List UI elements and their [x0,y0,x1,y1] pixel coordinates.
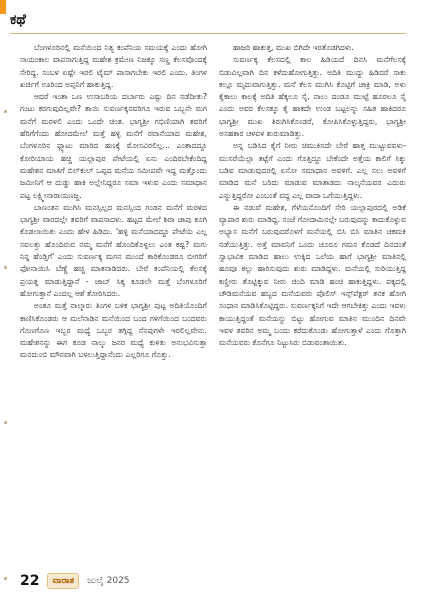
paragraph: ಹಾಜರಿ ಹಾಕುತ್ತ, ಮುಖ ಬಿಗಿದೇ ಇರತೊಡಗಿದಳು. [233,43,354,52]
section-title: ಕಥೆ [10,12,26,28]
paragraph: ಬೆಂಗಳೂರಿನಲ್ಲಿ ಮನೆಯಿಂದ ನಿತ್ಯ ಕಂಪೆನಿಯ ಸಮಯಕ್ಕೆ ಎಂದು ಹೋಗಿ ಸಾಯಂಕಾಲ ವಾಪಸಾಗುತ್ತಿದ್ದ ಮಹೇಶ ಕ್ರಮೇಣ ನಿಜಕ್ಕೂ ಸಣ್ಣ ಕೆಲಸವೊಂದಕ್ಕೆ ಸೇರಿದ್ದ. ಸಂಬಳ ಏಷ್ಟೇ ಇರಲಿ ಟೈಮ್ ಪಾಸಾಗಬೇಕು ಇರಲಿ ಎಂದು. ತಿಂಗಳ ಖರ್ಚಿಗೆ ಊರಿಂದ ಅಪ್ಪನಿಗೆ ಹಾಕುತ್ತಿದ್ದ. [20,43,207,89]
page-number: 22 [20,573,40,589]
paragraph: ಈ ನಡುವೆ ಮಹೇಶ, ಗೆಳೆಯನೊಂದಿಗೆ ಸೇರಿ ಯಲ್ಲಾಪುರದಲ್ಲಿ ಅಡಿಕೆ ವ್ಯಾಪಾರ ಶುರು ಮಾಡಿದ್ದ. ಸಂಜೆ ಗೋದಾಮಿನಲ್ಲೇ ಬರುವುದನ್ನು ಕಾದುಕೊಳ್ಳುವ ಅಭ್ಯಾಸ ಮನೆಗೆ ಬರುವುದರೊಳಗೆ ಮನೆಯಲ್ಲಿ ಬಿಸಿ ಬಿಸಿ ಮಾತಿನ ಚಕಮಕಿ ನಡೆಯುತ್ತಿತ್ತು. ಅತ್ತೆ ಮಾವನಿಗೆ ಒಂದು ಚೂರೂ ಗಮನ ಕೊಡದೆ ದಿನದಂತೆ ಸ್ವಾಭಾವಿಕ ಮಾಡಿದ ಹಾಲು ಉಕ್ಕಿದ ಒಲೆಯ ಹಾಗೆ ಭಾಗ್ಯಶ್ರೀ ಮಾತಿನಲ್ಲಿ ಹೂವೂ ಕಲ್ಲು ಹಾರಿಸುವುದು ಶುರು ಮಾಡಿದ್ದಳು. ಮನೆಯಲ್ಲಿ ಸುರಿಯುತ್ತಿದ್ದ ಕಣ್ಣೀರು ತೊಟ್ಟಿಕ್ಕುವ ನೀರು ಚಿಂದಿ ಮಾಡಿ ಹಂಚಿ ಹಾಕುತ್ತಿದ್ದಳು. ಪಕ್ಕದಲ್ಲಿ ಚೌಡಿಮನೆಯವ ಹಬ್ಬದ ಮನೆಯವರು ಪೊಲಿಸ್ ಇನ್ಸ್‌ಪೆಕ್ಟರ್ ತನಕ ಹೋಗಿ ಸಂಧಾನ ಮಾಡಿಸಿಕೊಟ್ಟಿದ್ದರು. ಸುವರ್ಣಕ್ಕನಿಗೆ ಇದೇ ಆಗಬೇಕಿತ್ತು ಎಂದು ಇವಳು ಕಾಯುತ್ತಿದ್ದಂತೆ ಮನೆಯನ್ನು ಬಿಟ್ಟು ಹೋಗುವ ಮಾತಿನ ಮುಂದಿನ ದಿನವೇ ಇವಳ ತವರಿನ ಅಮ್ಮ ಬಂದು ಕರೆದುಕೊಂಡು ಹೋಗುತ್ತಾಳೆ ಎಂದು ಗೊತ್ತಾಗಿ ಮನೆಯವರು ಕೊನೆಗೂ ನಿಟ್ಟುಸಿರು ಬಿಡುವಂತಾಯಿತು. [219,202,406,348]
issue-date: ಜುಲೈ 2025 [87,576,130,586]
margin-marker [4,577,7,580]
margin-marker [4,110,7,113]
article-body [20,42,406,562]
margin-marker [4,266,7,269]
paragraph: ಬಾಣಂತನ ಮುಗಿಸಿ ಮನಸ್ಸಿಲ್ಲದ ಮನಸ್ಸಿಂದ ಗಂಡನ ಮನೆಗೆ ಮರಳಿದ ಭಾಗ್ಯಶ್ರೀ ವಾರದಲ್ಲೇ ತವರಿಗೆ ವಾಪಸಾದಳು. ಹಟ್ಟದ ಮೇಲೆ ಶಿರಾ ಚಾಪು ಕೂಗಿ ಕೊಡಲಾಯಿತು ಎಂದು ಹೇಳ ಹಿಡಿದು. 'ಹಳ್ಳಿ ಮನೆಯಾದದ್ದೂ ಪೇಟೆಯ ಎಲ್ಲ ಸವಲತ್ತು ಹೊಂದಿರುವ ನಮ್ಮ ಮನೆಗೆ ಹೊಂದಿಕೊಳ್ಳಲು ಎಂತ ಕಷ್ಟ? ಮಗು ನಿನ್ನ ಹೆಂಡ್ತಿಗೆ' ಎಂದು ಸುವರ್ಣಕ್ಕ ಮಗನ ಮುಂದೆ ಕಾರಿಕೊಂಡರೂ ಬೀಗರಿಗೆ ಫೋನಾಯಿಸಿ ಬೆಣ್ಣೆ ಹಚ್ಚಿ ಮಾತನಾಡಿದರು. ಬೇರೆ ಕಂಪೆನಿಯಲ್ಲಿ ಕೆಲಸಕ್ಕೆ ಪ್ರಯತ್ನ ಮಾಡುತ್ತಿದ್ದಾನೆ - ಜಾಬ್ ಸಿಕ್ಕ ಕೂಡಲೇ ಮತ್ತೆ ಬೆಂಗಳೂರಿಗೆ ಹೋಗುತ್ತಾನೆ ಎಂದಲ್ಲ ಆಶೆ ತೋರಿಸಿದರು. [20,202,207,298]
paragraph: ಅನ್ನ ಬಡಿಸಿದ ಕೈಗೆ ನೀರು ಚಿಮುಕಿಸದೇ ಬೇರೆ ಹಾತ್ತ ಮುಟ್ಟುವವಳು- ಮುಸರೆಯೆಲ್ಲಾ ತಟ್ಟೆಗೆ ಎಂದು ಗೊತ್ತಿದ್ದೂ ಬೇಕೆಂದೇ ಅತ್ತೆಯ ಕಾಲಿಗೆ ಸಿಕ್ಕು ಬಡಿವ ಮಾಡುವುದರಲ್ಲಿ ಏನೋ ಸಮಾಧಾನ ಅವಳಿಗೆ. ಎಲ್ಲ ಸಲು ಅವಳಿಗೆ ಮಾಡಿದ ಮನೆ ಬರಿದು ಮಾಡುವ ಮಾತಾಡದು ನಾಲ್ಕನೆಯವರ ಎದುರು ಎನ್ನುತ್ತಿದ್ದರೋ ಎಂಬಂತೆ ವದ್ದ ಎಲ್ಲ ವಾದಾ ಒಗೆಯುತ್ತಿದ್ದಳು. [219,141,406,200]
section-divider [10,33,406,34]
article-column-right [219,42,406,562]
magazine-logo: ವಾರಾತ [47,573,79,589]
margin-marker [4,421,7,424]
paragraph: ಸುವರ್ಣಕ್ಕ ಕೆಲಸದಲ್ಲಿ ಕಾಲ ಹಿಡಿಯದೆ ದಿನಸಿ ಮನೆಗೆಲಸಕ್ಕೆ ಬಿಡುವಿಲ್ಲವಾಗಿ ದಿನ ಕಳೆದುಹೋಗುತ್ತಿತ್ತು. ಅದಿತಿ ಮುದ್ದು ಹಿಡಿದರೆ ಸಾಕು ಕಲ್ಲೂ ಮೃದುವಾಗುತ್ತಿತ್ತು. ಮನೆ ಕೆಲಸ ಮುಗಿಸಿ ಕೊಟ್ಟಿಗೆ ಚಾಕ್ರಿ ಮಾಡಿ, ಅಳು ಕೈಕಾಲು ಕಾಲಕ್ಕೆ ಅದಿತಿ ಹೆಕ್ಕಲೂ ಸೈ, ನಾಲು ದಂಡೂ ಮುಟ್ಟೆ ಹೂರಲೂ ಸೈ ಎಂದು ಅವರ ಕೆಲಸಕ್ಕೂ ಕೈ ಹಾಕದೇ ಉಂಡ ಬಟ್ಟಲನ್ನು ಸಹಿತ ಹಾಕಿದರೂ ಭಾಗ್ಯಶ್ರೀ ಮುಖ ತಿರುಗಿಸಿಕೊಂಡರೆ, ಕೋಪಿಸಿಕೊಳ್ಳುತ್ತಿದ್ದರು, ಭಾಗ್ಯಶ್ರೀ ಅಸಹಕಾರ ಚಳವಳಿ ಶುರುಮಾಡಿತ್ತು. [219,55,406,139]
page-footer [20,572,406,590]
top-accent-mark [0,0,6,14]
article-column-left [20,42,207,562]
margin-markers [4,110,8,580]
paragraph: ಅಂತೂ ಮತ್ತೆ ನಾಲ್ಕಾರು ತಿಂಗಳ ಬಳಿಕ ಭಾಗ್ಯಶ್ರೀ ಪುಟ್ಟ ಅದಿತಿಯೊಂದಿಗೆ ಕಾಣಿಸಿಕೊಂಡರು ಆ ಮಲೆನಾಡಿನ ಮನೆಯಿಂದ ಬಂದ ಗಳಿಗೆಯಿಂದ ಬಂದವರು ಗೊಣಗೊಣ ಇಬ್ಬರ ಮಧ್ಯೆ ಒಬ್ಬರ ತಗ್ಗಿದ್ದ ನೆನಪುಗಳೇ ಇರಲಿಲ್ಲವೇನು. ಮಹೇಶನನ್ನು ಈಗ ಕೂಡ ನಾಲ್ಕು ಜನರ ಮಧ್ಯೆ ಕುಳಿತು ಅನುಭವಿಸುತ್ತಾ ಮನದುಂಬಿ ಮೌನವಾಗಿ ಬಳಲುತ್ತಿದ್ದಾನೆಂದು ಎಲ್ಲರಿಗೂ ಗೊತ್ತು. [20,301,207,360]
paragraph: ಆದರೆ ಇಂತಾ ಒಣ ಉಸಾಬರಿಯ ದರ್ಬಾರು ಎಷ್ಟು ದಿನ ನಡೆದೀತು? ಗಂಟು ಕರಗುವುದಿಲ್ಲವೇ? ತಾಯಿ ಸುವರ್ಣಕ್ಕನವರಿಗೂ ಇರುವ ಒಬ್ಬನೇ ಮಗ ಮನೆಗೆ ಮರಳಲಿ ಎಂದು ಒಂದೇ ಚಿಂತ. ಭಾಗ್ಯಶ್ರೀ ಗಭಿಣಿಯಾಗಿ ತವರಿಗೆ ಹೆರಿಗೆಗೆಂದು ಹೋದಮೇಲೆ ಮತ್ತೆ ಹಳ್ಳಿ ಮನೆಗೆ ರವಾನೆಯಾದ ಮಹೇಶ, ಬೆಂಗಳೂರಿನ ಫ್ಲ್ಯಾಟು ಮಾರಿದ ಹಣಕ್ಕೆ ಮೋಸವಿರಲಿಲ್ಲ... ಎಂತಾದದ್ದೂ ಕೋರಿಯಾಯ ಹಚ್ಚಿ ಯಲ್ಲಾಪುರ ಪೇಟೆಯಲ್ಲಿ ಏನು ಎಂದಿರಬೇಕೆಂದಿದ್ದ ಮಹೇಶನ ಮಾತಿಗೆ ಬಿಲ್‌ಕುಲ್ ಒಪ್ಪದ ಮನೆಯ ಸಮೀಪವೇ ಇದ್ದ ಮತ್ತೊಂದು ಜಮೀನಿಗೆ ಆ ದುಡ್ಡು ಹಾಕಿ ಅಲ್ಲೇನಿದ್ದರೂ ಸಮಾ ಇಳುವ ಎಂದು ಸಮಾಧಾನ ಪಟ್ಟ ಲಕ್ಷ್ಮೀನಾರಾಯಣಜ್ಜ. [20,92,207,200]
section-header [10,10,26,30]
